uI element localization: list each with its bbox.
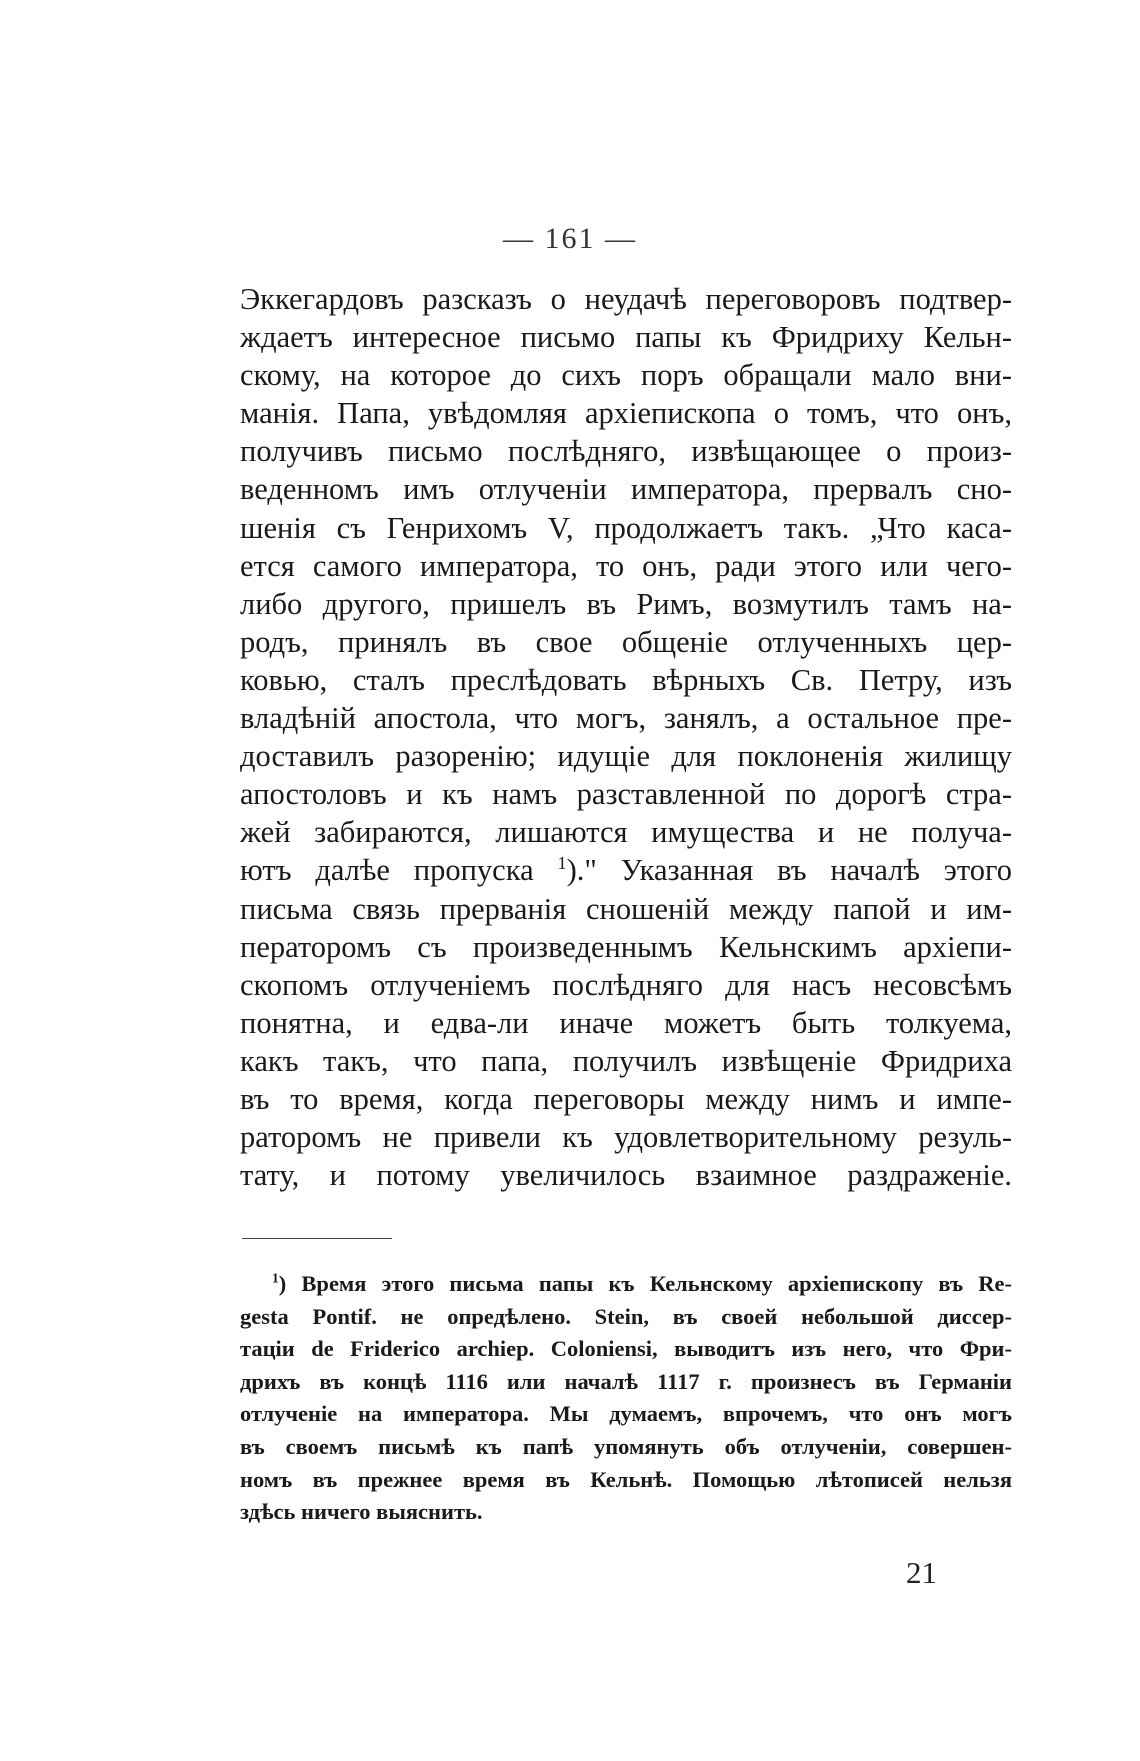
page-number: — 161 — — [503, 222, 637, 255]
footnote-line: номъ въ прежнее время въ Кельнѣ. Помощью лѣтописей нельзя — [240, 1466, 1012, 1492]
printer-signature: 21 — [906, 1555, 937, 1590]
text-line: въ то время, когда переговоры между нимъ и импе- — [240, 1081, 1012, 1116]
text-line: письма связь прерванія сношеній между папой и им- — [240, 891, 1012, 926]
main-text — [240, 280, 1012, 1194]
text-line: какъ такъ, что папа, получилъ извѣщеніе Фридриха — [240, 1043, 1012, 1078]
text-line: раторомъ не привели къ удовлетворительному резуль- — [240, 1120, 1012, 1155]
text-line: жей забираются, лишаются имущества и не получа- — [240, 815, 1012, 850]
text-line: понятна, и едва-ли иначе можетъ быть толкуема, — [240, 1005, 1012, 1040]
text-line: скопомъ отлученіемъ послѣдняго для насъ несовсѣмъ — [240, 967, 1012, 1002]
text-line: либо другого, пришелъ въ Римъ, возмутилъ тамъ на- — [240, 586, 1012, 621]
text-line: Эккегардовъ разсказъ о неудачѣ переговоровъ подтвер- — [240, 282, 1012, 316]
text-line: веденномъ имъ отлученіи императора, прервалъ сно- — [240, 472, 1012, 507]
text-line: тату, и потому увеличилось взаимное раздраженіе. — [240, 1158, 1012, 1193]
text-segment: )." Указанная въ началѣ этого — [566, 853, 1013, 888]
footnote-line: отлученіе на императора. Мы думаемъ, впрочемъ, что онъ могъ — [240, 1401, 1012, 1427]
text-line: скому, на которое до сихъ поръ обращали мало вни- — [240, 358, 1012, 393]
text-line: ковью, сталъ преслѣдовать вѣрныхъ Св. Петру, изъ — [240, 662, 1012, 697]
footnote-line — [240, 1268, 1012, 1301]
footnote-divider — [242, 1238, 392, 1239]
footnote — [240, 1268, 1012, 1529]
text-line: доставилъ разоренію; идущіе для поклоненія жилищу — [240, 739, 1012, 774]
footnote-line: таціи de Friderico archiep. Coloniensi, выводитъ изъ него, что Фри- — [240, 1336, 1012, 1362]
text-line: манія. Папа, увѣдомляя архіепископа о томъ, что онъ, — [240, 396, 1012, 431]
text-segment: ) Время этого письма папы къ Кельнскому архіепископу въ Re- — [278, 1271, 1012, 1296]
text-line: ется самого императора, то онъ, ради этого или чего- — [240, 548, 1012, 583]
footnote-line: дрихъ въ концѣ 1116 или началѣ 1117 г. произнесъ въ Германіи — [240, 1368, 1012, 1394]
footnote-line: въ своемъ письмѣ къ папѣ упомянуть объ отлученіи, совершен- — [240, 1433, 1012, 1459]
text-line: ператоромъ съ произведеннымъ Кельнскимъ архіепи- — [240, 929, 1012, 964]
text-line: родъ, принялъ въ свое общеніе отлученныхъ цер- — [240, 624, 1012, 659]
text-segment: ютъ далѣе пропуска — [240, 853, 534, 888]
footnote-line: здѣсь ничего выяснить. — [240, 1499, 483, 1525]
footnote-marker: 1 — [272, 1270, 279, 1286]
text-line: ждаетъ интересное письмо папы къ Фридриху Кельн- — [240, 320, 1012, 355]
footnote-ref[interactable]: 1 — [557, 853, 567, 874]
footnote-line: gesta Pontif. не опредѣлено. Stein, въ своей небольшой диссер- — [240, 1303, 1012, 1329]
text-line: шенія съ Генрихомъ V, продолжаетъ такъ. „Что каса- — [240, 510, 1012, 545]
text-line-with-footnote-ref — [240, 851, 1012, 889]
text-line: апостоловъ и къ намъ разставленной по дорогѣ стра- — [240, 777, 1012, 812]
text-line: получивъ письмо послѣдняго, извѣщающее о произ- — [240, 434, 1012, 469]
text-line: владѣній апостола, что могъ, занялъ, а остальное пре- — [240, 701, 1012, 736]
